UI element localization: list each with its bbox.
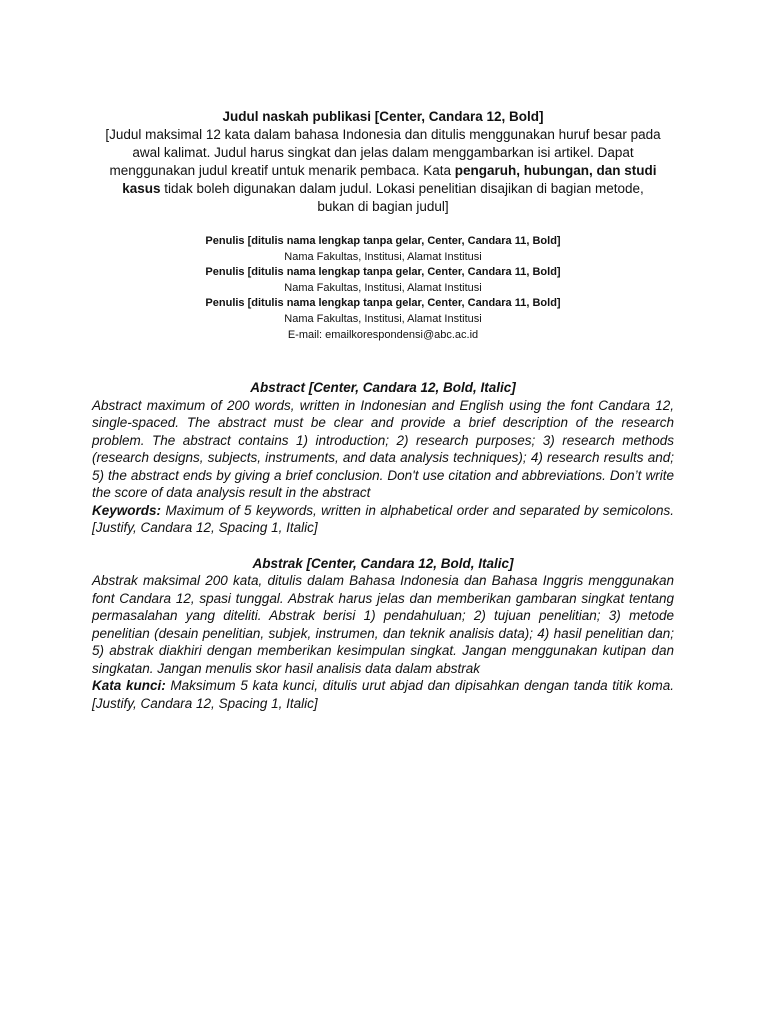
title-instructions-part-3: bukan di bagian judul] [317, 199, 449, 214]
abstract-body: Abstract maximum of 200 words, written in Indonesian and English using the font Candara 12, single-spaced. The abstract must be clear and provide a brief description of the research problem. The abstract contains 1) introduction; 2) research purposes; 3) research methods (research designs, subjects, instruments, and data analysis techniques); 4) research results and; 5) the abstract ends by giving a brief conclusion. Don't use citation and abbreviations. Don’t write the score of data analysis result in the abstract [92, 397, 674, 501]
kata-kunci-label: Kata kunci: [92, 678, 166, 694]
author-affiliation: Nama Fakultas, Institusi, Alamat Institusi [284, 312, 482, 325]
abstrak-body: Abstrak maksimal 200 kata, ditulis dalam Bahasa Indonesia dan Bahasa Inggris menggunakan font Candara 12, spasi tunggal. Abstrak harus jelas dan memberikan gambaran singkat tentang permasalahan yang diteliti. Abstrak berisi 1) pendahuluan; 2) tujuan penelitian; 3) metode penelitian (desain penelitian, subjek, instrumen, dan teknik analisis data); 4) hasil penelitian dan; 5) abstrak diakhiri dengan memberikan kesimpulan singkat. Jangan menggunakan kutipan dan singkatan. Jangan menulis skor hasil analisis data dalam abstrak [92, 573, 674, 676]
keywords-label: Keywords: [92, 502, 162, 518]
title-instructions-part-2: tidak boleh digunakan dalam judul. Lokasi penelitian disajikan di bagian metode, [160, 181, 644, 196]
keywords-text: Maximum of 5 keywords, written in alphabetical order and separated by semicolons. [Justify, Candara 12, Spacing 1, Italic] [92, 502, 674, 536]
kata-kunci [92, 677, 674, 712]
author-block [92, 234, 674, 343]
abstrak-heading: Abstrak [Center, Candara 12, Bold, Italic] [252, 555, 514, 571]
author-name: Penulis [ditulis nama lengkap tanpa gelar, Center, Candara 11, Bold] [205, 297, 561, 310]
title-instructions [92, 126, 674, 216]
page-content [92, 108, 674, 712]
keywords [92, 502, 674, 537]
author-name: Penulis [ditulis nama lengkap tanpa gelar, Center, Candara 11, Bold] [205, 266, 561, 279]
correspondence-email: E-mail: emailkorespondensi@abc.ac.id [287, 328, 479, 341]
author-name: Penulis [ditulis nama lengkap tanpa gelar, Center, Candara 11, Bold] [205, 235, 561, 247]
title-instructions-bold: pengaruh, hubungan, dan studi kasus [122, 163, 657, 196]
author-affiliation: Nama Fakultas, Institusi, Alamat Institusi [284, 250, 482, 263]
abstract-heading: Abstract [Center, Candara 12, Bold, Italic] [250, 380, 516, 396]
paper-title: Judul naskah publikasi [Center, Candara 12, Bold] [222, 109, 544, 124]
kata-kunci-text: Maksimum 5 kata kunci, ditulis urut abjad dan dipisahkan dengan tanda titik koma. [Justify, Candara 12, Spacing 1, Italic] [92, 678, 674, 711]
title-instructions-part-1: [Judul maksimal 12 kata dalam bahasa Indonesia dan ditulis menggunakan huruf besar pada awal kalimat. Judul harus singkat dan jelas dalam menggambarkan isi artikel. Dapat menggunakan judul kreatif untuk menarik pembaca. Kata [105, 127, 661, 178]
author-affiliation: Nama Fakultas, Institusi, Alamat Institusi [284, 281, 482, 294]
